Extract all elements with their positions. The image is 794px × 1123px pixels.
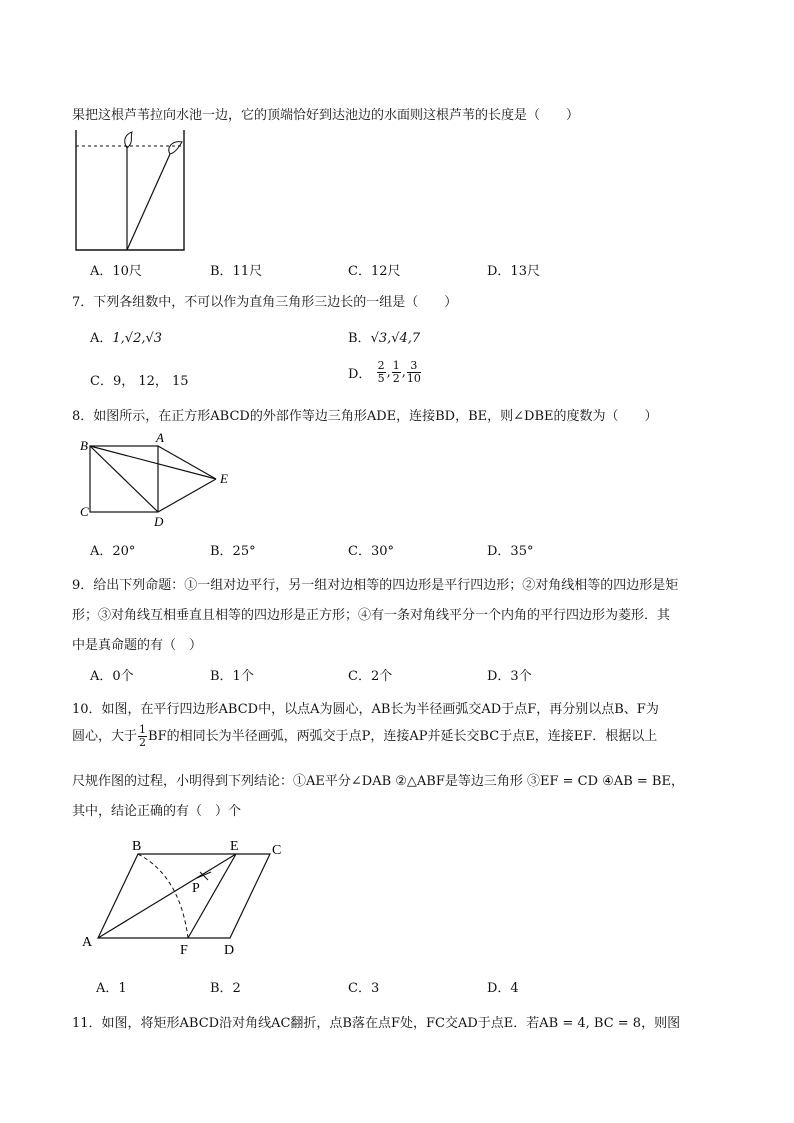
- q8-option-a[interactable]: A．20°: [90, 544, 136, 559]
- q7-stem: 7．下列各组数中，不可以作为直角三角形三边长的一组是（ ）: [72, 295, 458, 310]
- q10-label-d: D: [224, 943, 235, 958]
- q11-line-1: 11．如图，将矩形ABCD沿对角线AC翻折，点B落在点F处，FC交AD于点E．若AB = 4, BC = 8，则图: [72, 1016, 681, 1031]
- q6-option-a[interactable]: A．10尺: [90, 264, 142, 279]
- q7-frac-3: $\frac{3}{10}$: [406, 359, 421, 385]
- q10-label-a: A: [82, 935, 93, 950]
- q8-label-b: B: [80, 438, 88, 453]
- q9-option-c[interactable]: C．2个: [348, 669, 393, 684]
- q8-option-b[interactable]: B．25°: [210, 544, 256, 559]
- q8-label-a: A: [156, 430, 164, 445]
- q7-option-c[interactable]: C．9， 12， 15: [90, 374, 189, 389]
- q10-frac-half: $\frac{1}{2}$: [139, 723, 147, 749]
- q7-option-a[interactable]: A．1,√2,√3: [90, 331, 163, 346]
- q8-stem: 8．如图所示，在正方形ABCD的外部作等边三角形ADE，连接BD，BE，则∠DBE的度数为（ ）: [72, 409, 658, 424]
- q10-line-4: 其中，结论正确的有（ ）个: [72, 804, 242, 819]
- q10-label-b: B: [132, 839, 142, 854]
- q6-option-b[interactable]: B．11尺: [210, 264, 263, 279]
- q8-option-d[interactable]: D．35°: [487, 544, 534, 559]
- q10-label-e: E: [230, 839, 239, 854]
- q7-option-d[interactable]: D． $\frac{2}{5}$ , $\frac{1}{2}$ , $\frac{3}{10}$: [348, 359, 421, 385]
- q7-frac-1: $\frac{2}{5}$: [377, 359, 385, 385]
- q10-option-b[interactable]: B．2: [210, 981, 241, 996]
- q7-option-b[interactable]: B．√3,√4,7: [348, 331, 421, 346]
- q9-option-d[interactable]: D．3个: [487, 669, 532, 684]
- q9-option-a[interactable]: A．0个: [90, 669, 134, 684]
- q10-option-d[interactable]: D．4: [487, 981, 519, 996]
- q10-line-3: 尺规作图的过程，小明得到下列结论：①AE平分∠DAB ②△ABF是等边三角形 ③EF = CD ④AB = BE，: [72, 774, 684, 789]
- q6-option-d[interactable]: D．13尺: [487, 264, 540, 279]
- q9-option-b[interactable]: B．1个: [210, 669, 254, 684]
- q6-option-c[interactable]: C．12尺: [348, 264, 401, 279]
- q10-label-c: C: [272, 843, 282, 858]
- q7-option-a-math: 1,√2,√3: [112, 331, 163, 346]
- q10-option-a[interactable]: A．1: [96, 981, 127, 996]
- q6-stem: 果把这根芦苇拉向水池一边，它的顶端恰好到达池边的水面则这根芦苇的长度是（ ）: [72, 108, 580, 123]
- q10-line-1: 10．如图，在平行四边形ABCD中，以点A为圆心，AB长为半径画弧交AD于点F，再分别以点B、F为: [72, 702, 659, 717]
- q7-frac-2: $\frac{1}{2}$: [392, 359, 400, 385]
- q9-line-2: 形；③对角线互相垂直且相等的四边形是正方形；④有一条对角线平分一个内角的平行四边形为菱形．其: [72, 608, 671, 623]
- q8-label-c: C: [80, 504, 89, 519]
- q9-line-1: 9．给出下列命题：①一组对边平行，另一组对边相等的四边形是平行四边形；②对角线相等的四边形是矩: [72, 578, 679, 593]
- q10-line-2: 圆心，大于 $\frac{1}{2}$ BF的相同长为半径画弧，两弧交于点P，连接AP并延长交BC于点E，连接EF．根据以上: [72, 723, 658, 749]
- q10-label-f: F: [180, 943, 188, 958]
- q9-line-3: 中是真命题的有（ ）: [72, 638, 203, 653]
- q10-label-p: P: [192, 881, 200, 896]
- q10-option-c[interactable]: C．3: [348, 981, 380, 996]
- q10-parallelogram-figure: [80, 836, 295, 961]
- q8-option-c[interactable]: C．30°: [348, 544, 394, 559]
- q8-label-d: D: [154, 514, 164, 529]
- q6-pool-figure: [70, 126, 190, 254]
- q8-square-triangle-figure: [74, 430, 244, 530]
- q7-option-b-math: √3,√4,7: [370, 331, 421, 346]
- q8-label-e: E: [220, 471, 228, 486]
